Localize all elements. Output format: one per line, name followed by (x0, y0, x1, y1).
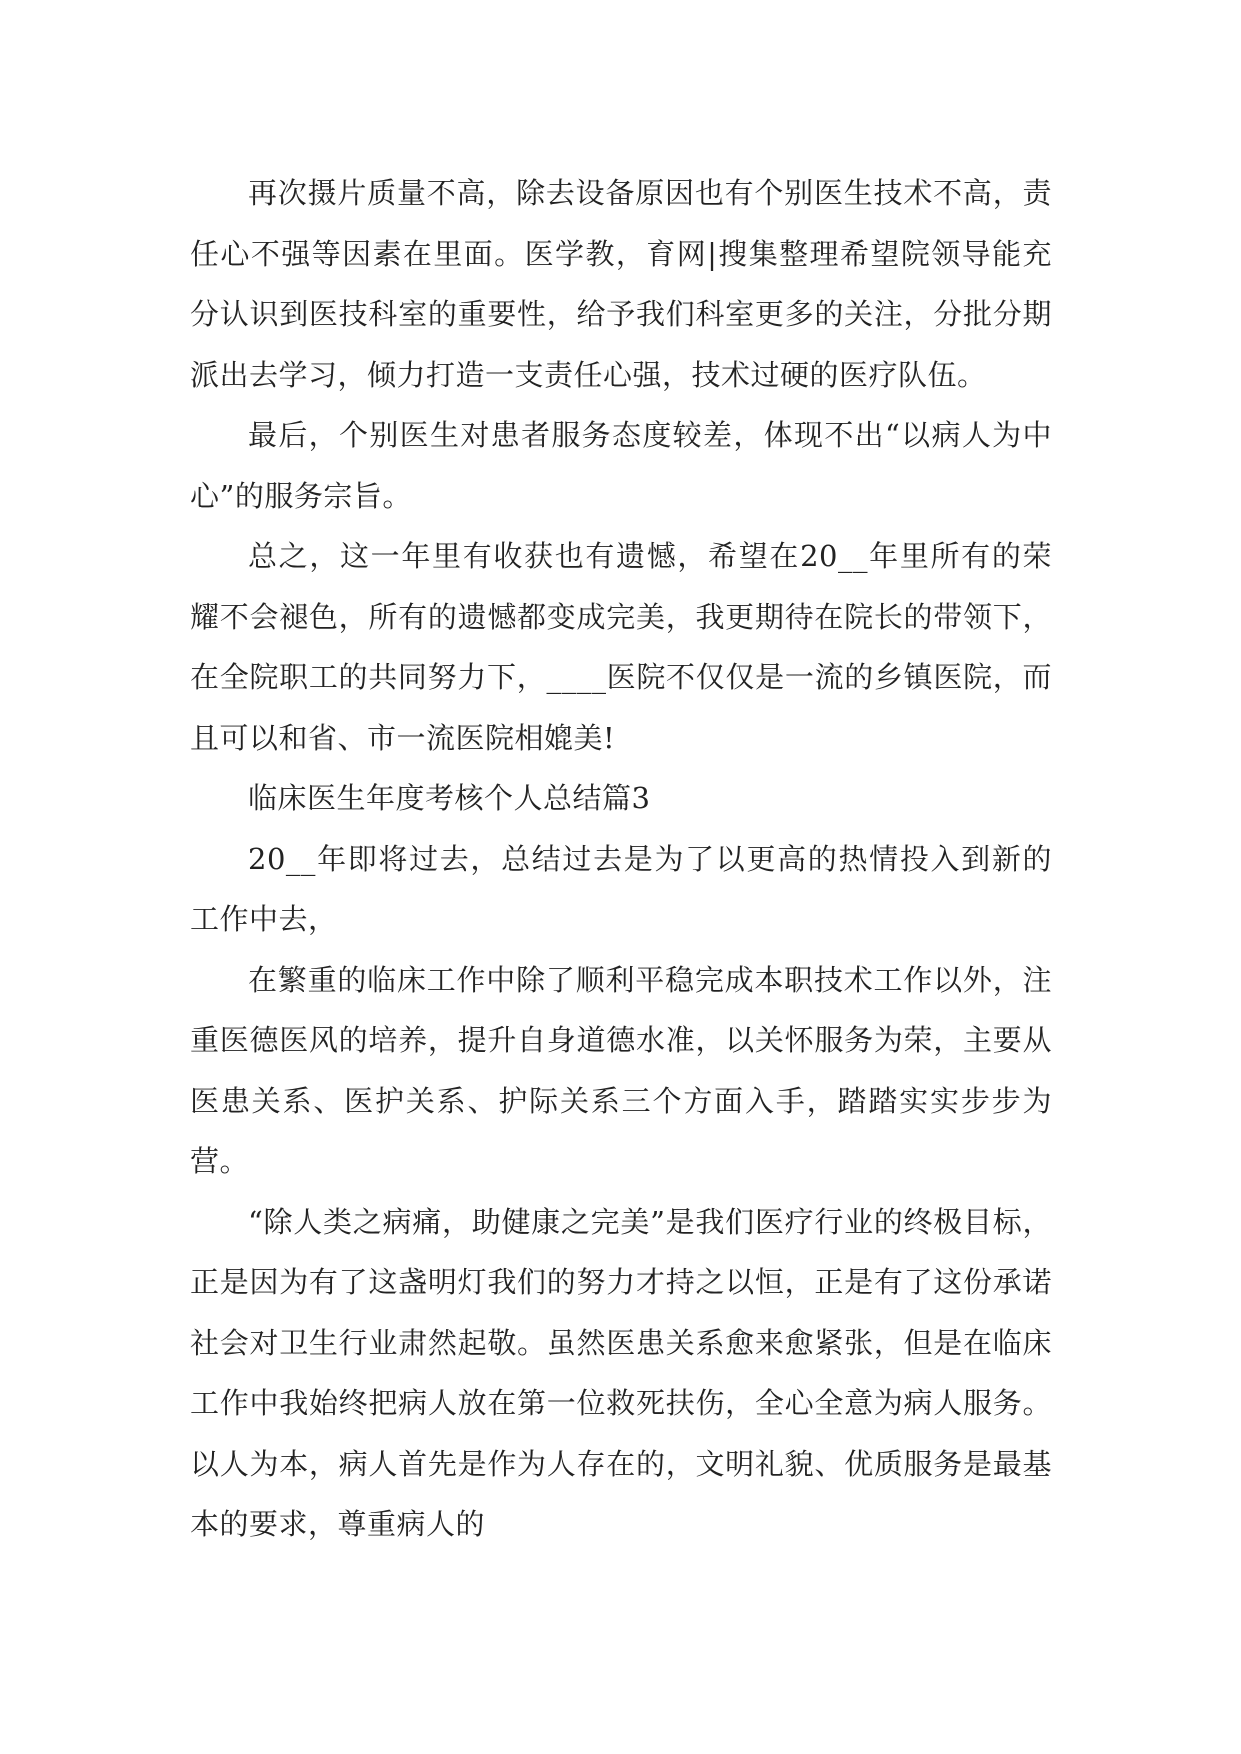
paragraph-conclusion: 总之，这一年里有收获也有遗憾，希望在20__年里所有的荣耀不会褪色，所有的遗憾都变成完美，我更期待在院长的带领下，在全院职工的共同努力下，____医院不仅仅是一流的乡镇医院，而且可以和省、市一流医院相媲美! (190, 539, 1052, 755)
paragraph-medical-ethics: “除人类之病痛，助健康之完美”是我们医疗行业的终极目标，正是因为有了这盏明灯我们的努力才持之以恒，正是有了这份承诺社会对卫生行业肃然起敬。虽然医患关系愈来愈紧张，但是在临床工作中我始终把病人放在第一位救死扶伤，全心全意为病人服务。以人为本，病人首先是作为人存在的，文明礼貌、优质服务是最基本的要求，尊重病人的 (190, 1204, 1052, 1541)
document-body (190, 163, 1052, 1555)
paragraph-clinical-work: 在繁重的临床工作中除了顺利平稳完成本职技术工作以外，注重医德医风的培养，提升自身道德水准，以关怀服务为荣，主要从医患关系、医护关系、护际关系三个方面入手，踏踏实实步步为营。 (190, 962, 1052, 1178)
paragraph-year-intro: 20__年即将过去，总结过去是为了以更高的热情投入到新的工作中去， (190, 841, 1052, 936)
section-heading: 临床医生年度考核个人总结篇3 (248, 781, 651, 815)
paragraph-imaging-quality: 再次摄片质量不高，除去设备原因也有个别医生技术不高，责任心不强等因素在里面。医学教，育网|搜集整理希望院领导能充分认识到医技科室的重要性，给予我们科室更多的关注，分批分期派出去学习，倾力打造一支责任心强，技术过硬的医疗队伍。 (190, 176, 1052, 392)
paragraph-service-attitude: 最后，个别医生对患者服务态度较差，体现不出“以病人为中心”的服务宗旨。 (190, 418, 1052, 513)
